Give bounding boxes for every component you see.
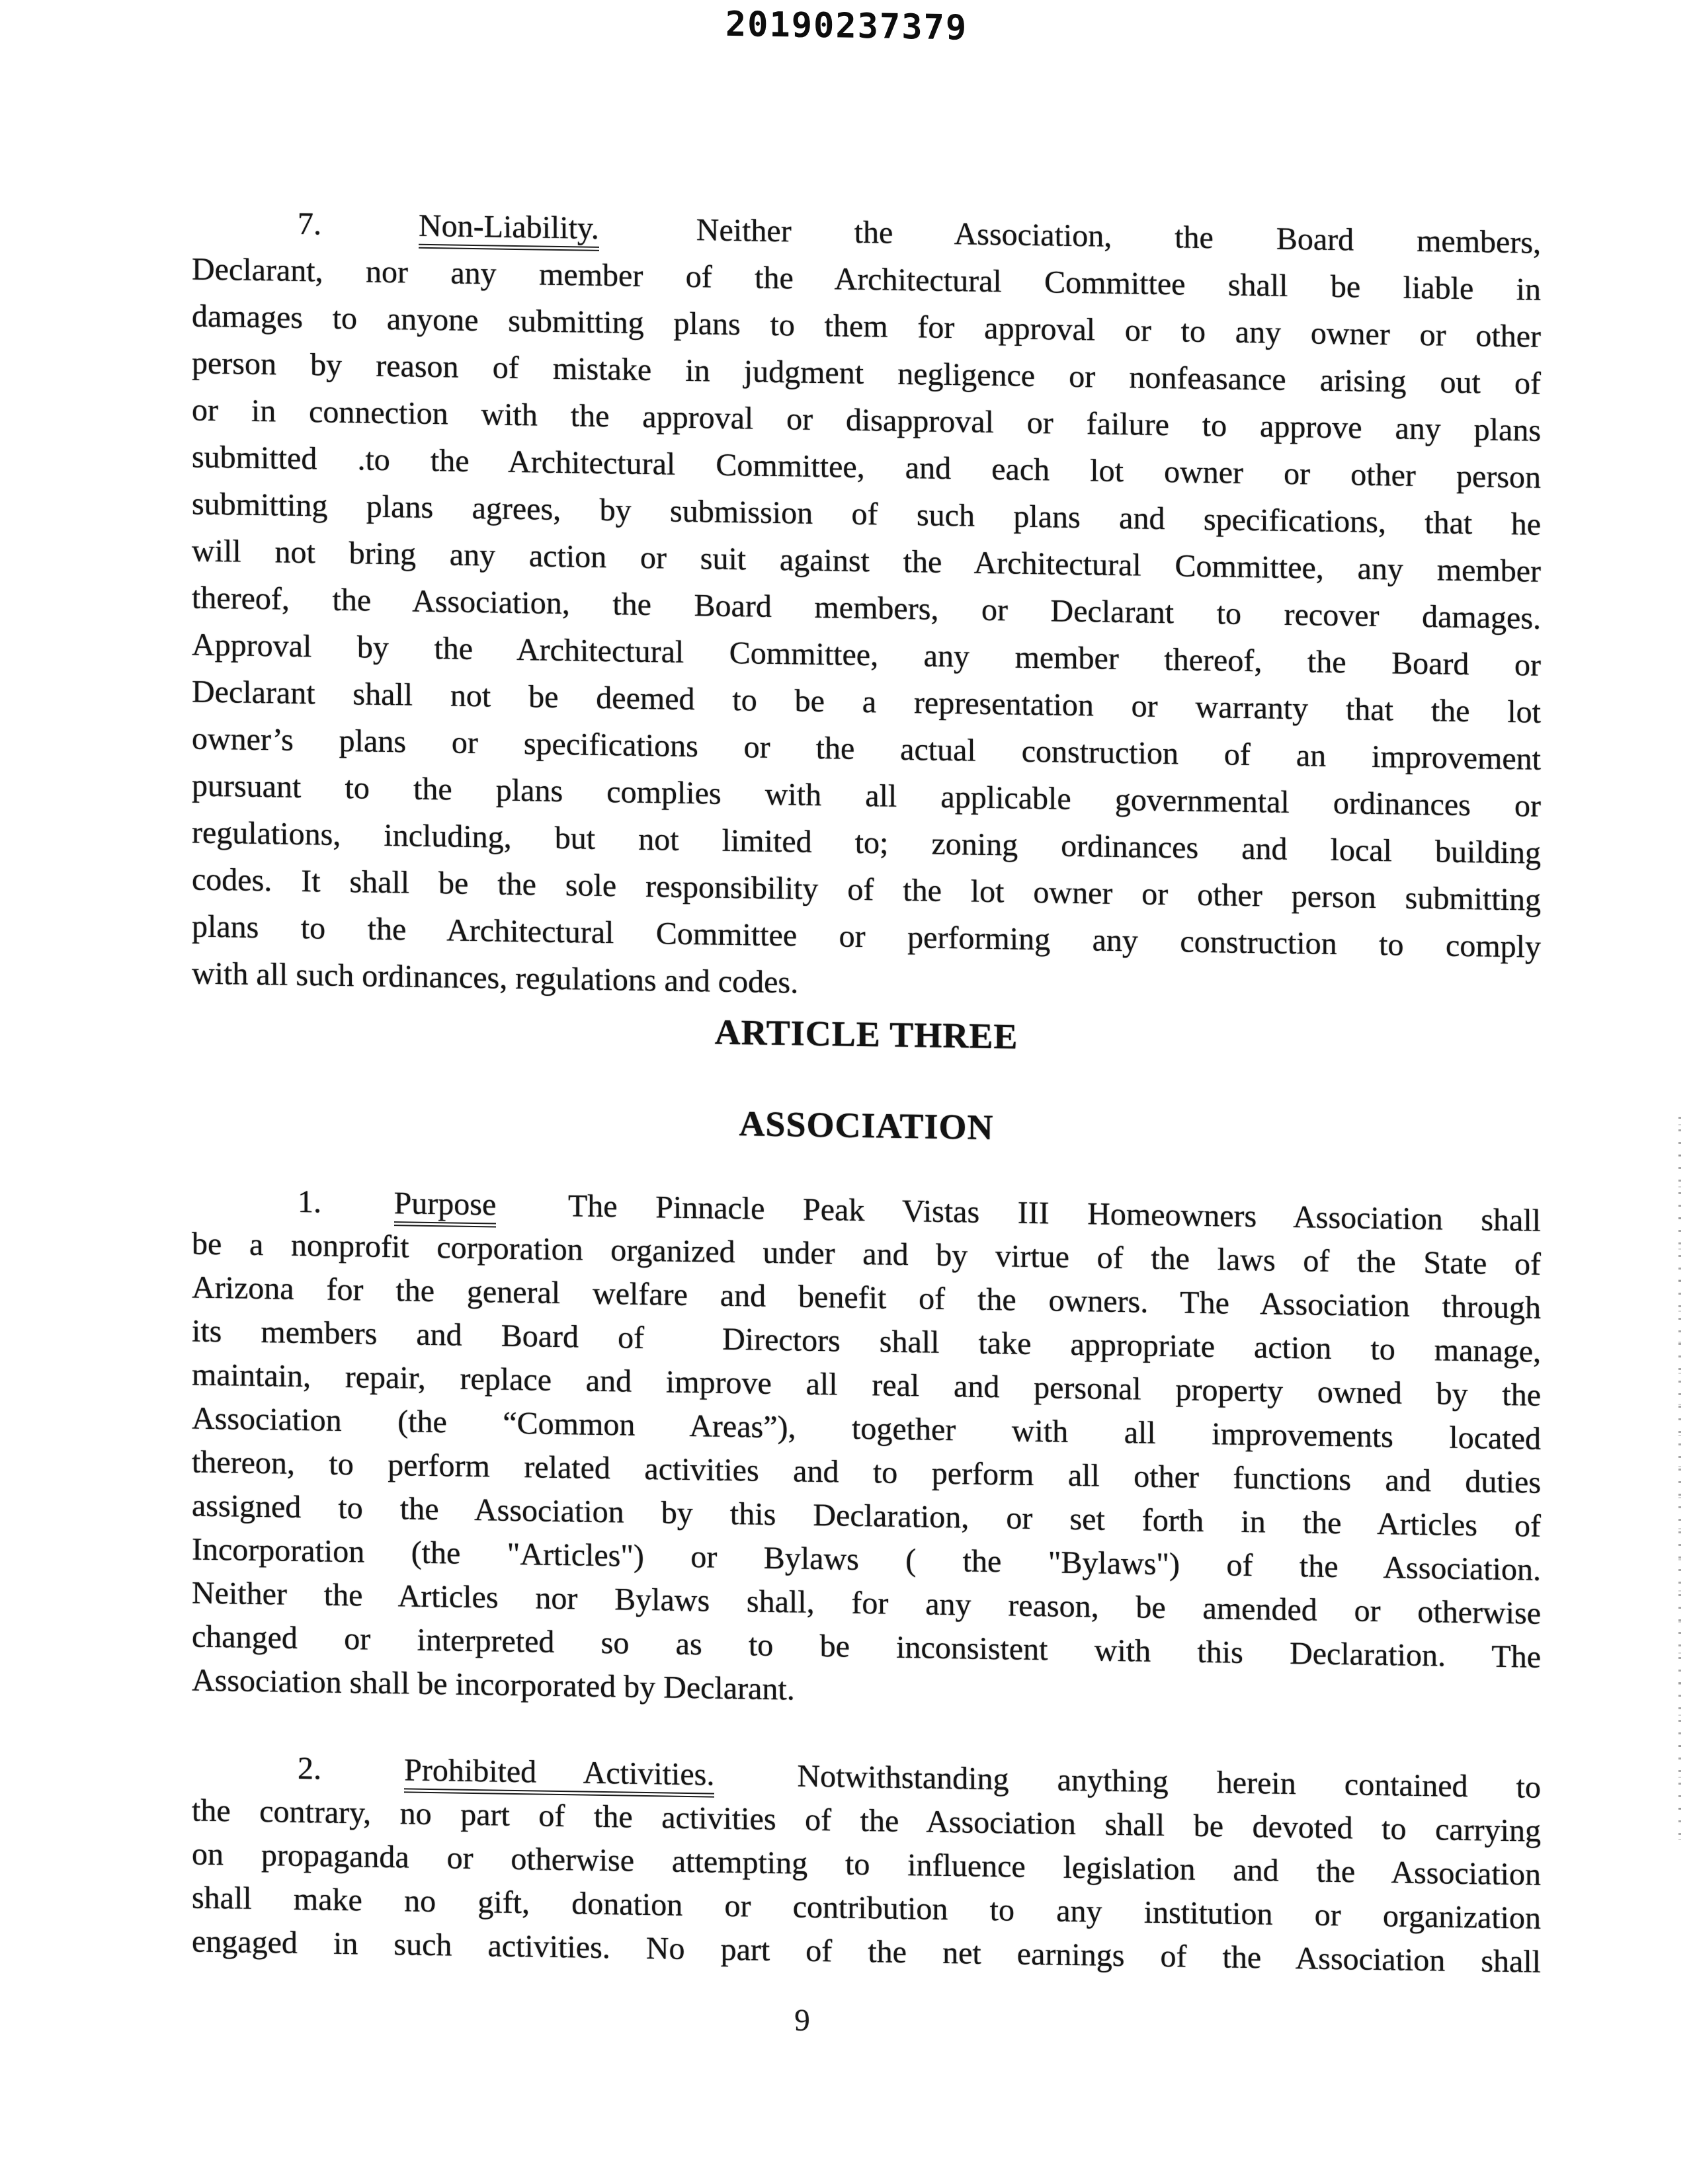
text-line: be a nonprofit corporation organized under and by virtue of the laws of the State of: [192, 1226, 1541, 1282]
first-line-text: Notwithstanding anything herein contained to: [797, 1758, 1541, 1805]
text-line: regulations, including, but not limited to; zoning ordinances and local building: [192, 815, 1541, 871]
document-paragraph: [192, 198, 1541, 1017]
text-line: plans to the Architectural Committee or performing any construction to comply: [192, 909, 1541, 965]
text-line: Approval by the Architectural Committee, any member thereof, the Board or: [192, 627, 1541, 683]
text-line: Arizona for the general welfare and benefit of the owners. The Association through: [192, 1270, 1541, 1326]
text-line: its members and Board of Directors shall take appropriate action to manage,: [192, 1313, 1541, 1369]
text-line: or in connection with the approval or disapproval or failure to approve any plans: [192, 392, 1541, 448]
text-line: owner’s plans or specifications or the actual construction of an improvement: [192, 721, 1541, 777]
text-line: Neither the Articles nor Bylaws shall, for any reason, be amended or otherwise: [192, 1575, 1541, 1631]
text-line: person by reason of mistake in judgment negligence or nonfeasance arising out of: [192, 345, 1541, 401]
first-line-text: The Pinnacle Peak Vistas III Homeowners Association shall: [567, 1188, 1542, 1238]
text-line: shall make no gift, donation or contribution to any institution or organization: [192, 1880, 1541, 1936]
text-line: submitted .to the Architectural Committee, and each lot owner or other person: [192, 439, 1541, 495]
first-line-text: Neither the Association, the Board members,: [696, 212, 1542, 261]
recording-number: 20190237379: [725, 4, 968, 48]
text-line: changed or interpreted so as to be inconsistent with this Declaration. The: [192, 1619, 1541, 1675]
paragraph-number: 2.: [298, 1750, 321, 1787]
text-line: maintain, repair, replace and improve all real and personal property owned by the: [192, 1357, 1541, 1413]
text-line: assigned to the Association by this Declaration, or set forth in the Articles of: [192, 1488, 1541, 1544]
scan-artifact-dots: [1678, 1117, 1681, 1844]
text-line: Association (the “Common Areas”), together with all improvements located: [192, 1400, 1541, 1457]
document-paragraph: [192, 1745, 1541, 1984]
text-line: thereof, the Association, the Board members, or Declarant to recover damages.: [192, 580, 1541, 636]
first-line-indent: [192, 1210, 298, 1211]
text-line: with all such ordinances, regulations and codes.: [192, 955, 799, 1000]
page-number: 9: [794, 2003, 810, 2038]
first-line-indent: [192, 1777, 298, 1778]
section-heading-underlined: Purpose: [394, 1186, 497, 1227]
text-line: codes. It shall be the sole responsibility of the lot owner or other person submitting: [192, 862, 1541, 918]
article-heading: ASSOCIATION: [739, 1104, 994, 1148]
section-heading-underlined: Non-Liability.: [419, 208, 599, 251]
article-heading: ARTICLE THREE: [714, 1012, 1018, 1057]
text-line: engaged in such activities. No part of the net earnings of the Association shall: [192, 1923, 1541, 1980]
text-line: Association shall be incorporated by Declarant.: [192, 1662, 795, 1707]
text-line: submitting plans agrees, by submission of such plans and specifications, that he: [192, 486, 1541, 542]
text-line: Incorporation (the "Articles") or Bylaws ( the "Bylaws") of the Association.: [192, 1531, 1541, 1588]
text-line: Declarant, nor any member of the Architectural Committee shall be liable in: [192, 251, 1541, 307]
paragraph-number: 7.: [298, 206, 321, 242]
first-line-indent: [192, 232, 298, 233]
text-line: will not bring any action or suit against the Architectural Committee, any member: [192, 533, 1541, 589]
text-line: on propaganda or otherwise attempting to influence legislation and the Association: [192, 1836, 1541, 1892]
section-heading-underlined: Prohibited Activities.: [404, 1752, 714, 1797]
document-paragraph: [192, 1178, 1541, 1722]
text-line: Declarant shall not be deemed to be a representation or warranty that the lot: [192, 674, 1541, 730]
paragraph-number: 1.: [298, 1184, 321, 1220]
text-line: pursuant to the plans complies with all applicable governmental ordinances or: [192, 768, 1541, 824]
text-line: the contrary, no part of the activities of the Association shall be devoted to carrying: [192, 1793, 1541, 1849]
text-line: thereon, to perform related activities and to perform all other functions and duties: [192, 1444, 1541, 1500]
text-line: damages to anyone submitting plans to them for approval or to any owner or other: [192, 298, 1541, 354]
